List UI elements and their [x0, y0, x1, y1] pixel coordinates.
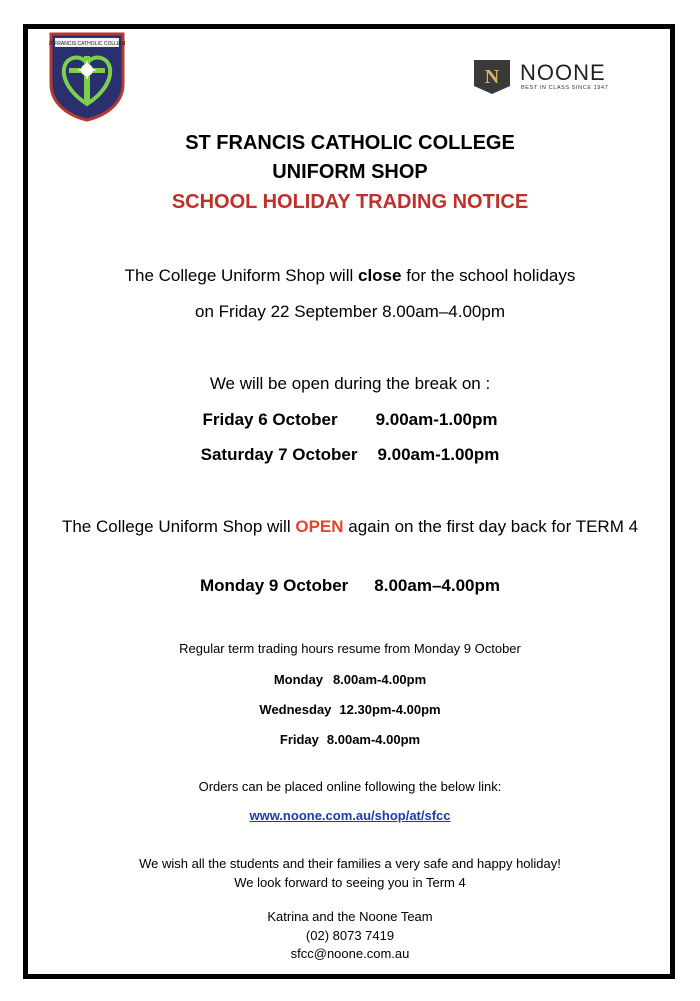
signature-phone: (02) 8073 7419 [305, 928, 395, 943]
orders-link-row [0, 808, 700, 823]
closing-date: on Friday 22 September 8.00am–4.00pm [195, 302, 505, 321]
brand-tagline: BEST IN CLASS SINCE 1947 [521, 85, 609, 91]
noone-logo-icon [474, 60, 510, 94]
noone-logo [474, 58, 624, 98]
signature-email: sfcc@noone.com.au [290, 946, 410, 961]
closing-emphasis: close [358, 266, 402, 285]
break-day-1: Friday 6 October 9.00am-1.00pm [202, 410, 498, 429]
reopen-statement: The College Uniform Shop will OPEN again on the first day back for TERM 4 [61, 517, 639, 536]
svg-text:N: N [484, 66, 500, 88]
reopen-day: Monday 9 October 8.00am–4.00pm [199, 576, 500, 595]
svg-text:ST FRANCIS CATHOLIC COLLEGE: ST FRANCIS CATHOLIC COLLEGE [49, 41, 125, 47]
header-notice-title: SCHOOL HOLIDAY TRADING NOTICE [171, 191, 529, 213]
regular-day-3: Friday 8.00am-4.00pm [279, 732, 421, 747]
regular-day-1: Monday 8.00am-4.00pm [273, 672, 427, 687]
term-message: We look forward to seeing you in Term 4 [234, 875, 466, 890]
orders-link[interactable]: www.noone.com.au/shop/at/sfcc [249, 808, 451, 823]
holiday-wish: We wish all the students and their families a very safe and happy holiday! [139, 856, 561, 871]
break-intro: We will be open during the break on : [209, 374, 491, 393]
reopen-highlight: OPEN [295, 517, 344, 536]
signature-name: Katrina and the Noone Team [267, 909, 433, 924]
school-crest-icon [49, 32, 125, 122]
break-day-2: Saturday 7 October 9.00am-1.00pm [200, 445, 500, 464]
header-shop-name: UNIFORM SHOP [272, 161, 428, 183]
brand-name: NOONE [520, 60, 606, 85]
orders-intro: Orders can be placed online following the below link: [198, 779, 502, 794]
closing-statement: The College Uniform Shop will close for the school holidays [124, 266, 576, 285]
regular-intro: Regular term trading hours resume from Monday 9 October [179, 641, 521, 656]
regular-day-2: Wednesday 12.30pm-4.00pm [259, 702, 441, 717]
header-school-name: ST FRANCIS CATHOLIC COLLEGE [185, 132, 515, 154]
